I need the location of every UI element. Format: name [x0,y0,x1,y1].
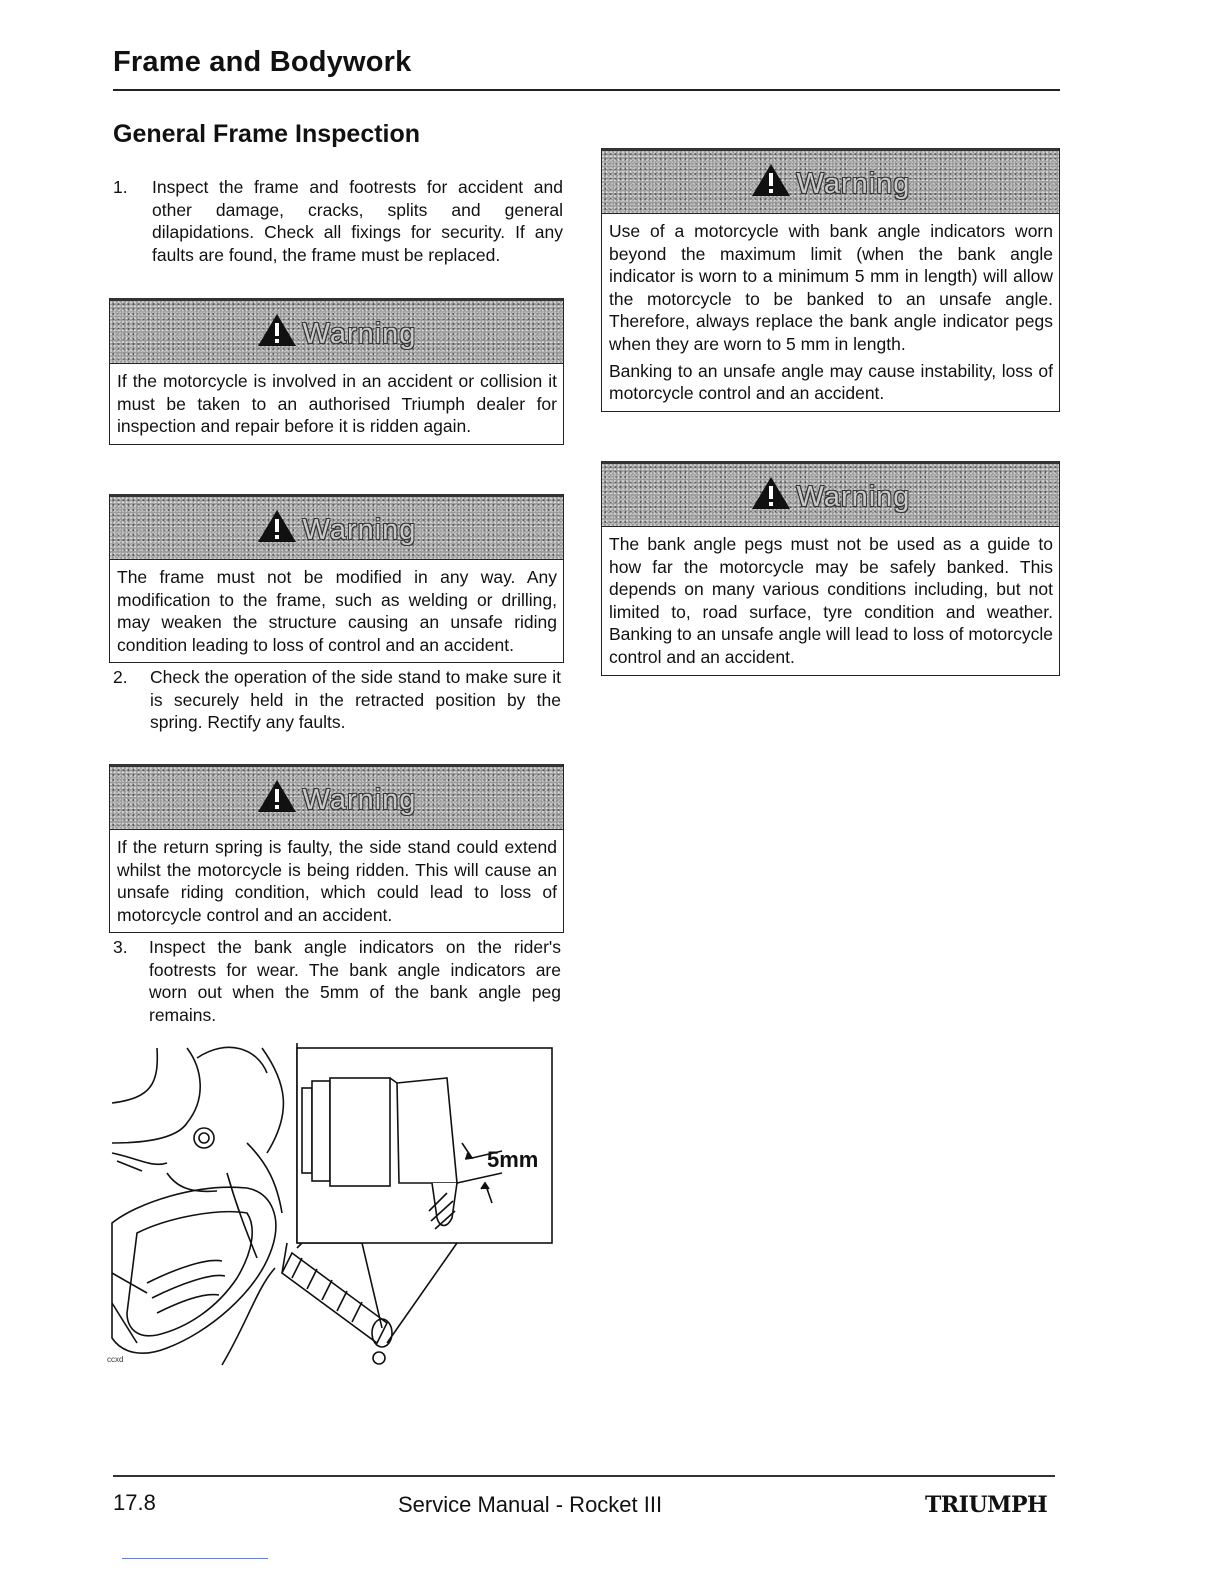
warning-text: If the return spring is faulty, the side stand could extend whilst the motorcycle is being ridden. This will cause an unsafe riding condition, which could lead to loss of motorcycle control and an accident. [117,837,557,925]
page-number: 17.8 [113,1490,156,1515]
footrest-drawing [107,1043,557,1373]
warning-text: Use of a motorcycle with bank angle indicators worn beyond the maximum limit (when the bank angle indicator is worn to a minimum 5 mm in length) will allow the motorcycle to be banked to an unsafe angle. Therefore, always replace the bank angle indicator pegs when they are worn to 5 mm in length. [609,221,1053,354]
footer-link-underline [122,1558,268,1559]
warning-box-return-spring [109,764,564,933]
warning-header [110,298,563,364]
footer-divider [113,1475,1055,1477]
warning-header [110,494,563,560]
section-title: General Frame Inspection [113,120,421,148]
footrest-bank-angle-illustration [107,1043,557,1373]
warning-box-worn-indicators [601,148,1060,412]
warning-box-bank-angle-guide [601,461,1060,676]
step-text: Inspect the frame and footrests for accident and other damage, cracks, splits and general dilapidations. Check all fixings for security. If any faults are found, the frame must be replaced. [152,177,563,265]
header-divider [113,89,1060,91]
warning-box-modification [109,494,564,663]
warning-box-accident [109,298,564,445]
dimension-label: 5mm [487,1147,539,1172]
step-number: 1. [113,177,128,197]
warning-label: Warning [796,168,911,200]
warning-text: The bank angle pegs must not be used as a guide to how far the motorcycle may be safely banked. This depends on many various conditions including, but not limited to, road surface, tyre condition and weather. Banking to an unsafe angle will lead to loss of motorcycle control and an accident. [609,534,1053,667]
warning-triangle-icon [751,163,791,197]
warning-triangle-icon [257,509,297,543]
warning-triangle-icon [257,313,297,347]
warning-label: Warning [796,481,911,513]
warning-text: Banking to an unsafe angle may cause instability, loss of motorcycle control and an accident. [609,360,1053,404]
step-number: 3. [113,937,128,957]
warning-body [110,830,563,932]
warning-body [110,560,563,662]
warning-header [110,764,563,830]
warning-text: The frame must not be modified in any way. Any modification to the frame, such as welding or drilling, may weaken the structure causing an unsafe riding condition leading to loss of control and an accident. [117,567,557,655]
warning-label: Warning [302,514,417,546]
step-3 [113,936,561,1026]
warning-triangle-icon [751,476,791,510]
figure-code: ccxd [107,1355,124,1364]
warning-label: Warning [302,784,417,816]
warning-text: If the motorcycle is involved in an accident or collision it must be taken to an authorised Triumph dealer for inspection and repair before it is ridden again. [117,371,557,437]
warning-body [602,527,1059,675]
page-header-title: Frame and Bodywork [113,46,412,78]
warning-header [602,148,1059,214]
step-1 [113,176,563,266]
step-2 [113,666,561,734]
step-text: Inspect the bank angle indicators on the rider's footrests for wear. The bank angle indicators are worn out when the 5mm of the bank angle peg remains. [149,937,561,1025]
triumph-logo: TRIUMPH [925,1492,1048,1518]
warning-triangle-icon [257,779,297,813]
warning-body [602,214,1059,411]
warning-label: Warning [302,318,417,350]
step-number: 2. [113,667,128,687]
warning-header [602,461,1059,527]
warning-body [110,364,563,444]
step-text: Check the operation of the side stand to make sure it is securely held in the retracted position by the spring. Rectify any faults. [150,667,561,733]
manual-title: Service Manual - Rocket III [398,1492,663,1517]
